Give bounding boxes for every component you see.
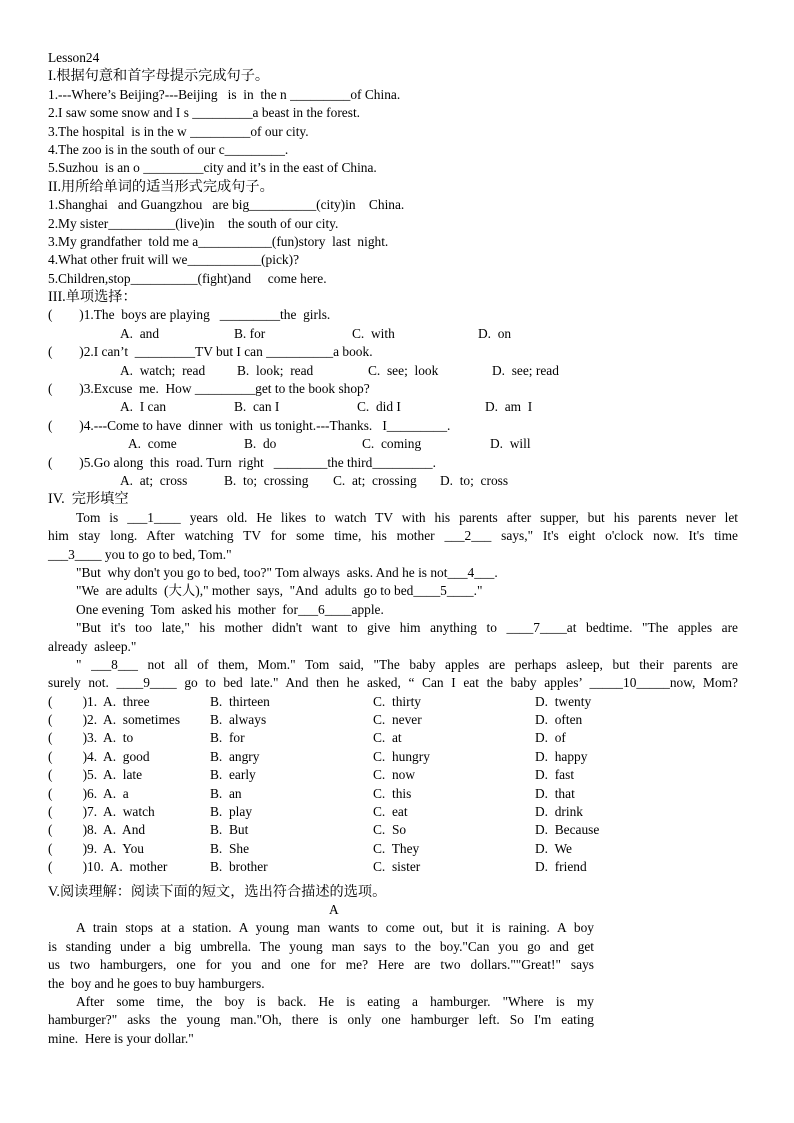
mc-option-c: C. with <box>352 325 395 341</box>
cloze-option-a: ( )4. A. good <box>48 748 150 764</box>
reading-line: is standing under a big umbrella. The young man says to the boy."Can you go and get <box>48 938 594 954</box>
cloze-option-d: D. happy <box>535 748 588 764</box>
cloze-option-a: ( )5. A. late <box>48 767 143 783</box>
cloze-options-row <box>48 729 738 747</box>
cloze-options-row <box>48 693 738 711</box>
cloze-options-row <box>48 711 738 729</box>
section-1-item: 3.The hospital is in the w _________of our city. <box>48 123 309 139</box>
reading-line: hamburger?" asks the young man."Oh, there is only one hamburger left. So I'm eating <box>48 1012 594 1028</box>
mc-option-d: D. to; cross <box>440 472 509 488</box>
cloze-passage-line: " ___8___ not all of them, Mom." Tom said, "The baby apples are perhaps asleep, but their parents are <box>76 656 738 672</box>
section-4-heading: IV. 完形填空 <box>48 491 129 508</box>
mc-option-c: C. coming <box>362 436 422 452</box>
passage-label: A <box>329 901 339 917</box>
section-2-item: 3.My grandfather told me a___________(fun)story last night. <box>48 233 389 249</box>
cloze-options-row <box>48 821 738 839</box>
reading-line: the boy and he goes to buy hamburgers. <box>48 975 265 991</box>
section-1-item: 5.Suzhou is an o _________city and it’s in the east of China. <box>48 160 377 176</box>
section-2-item: 5.Children,stop__________(fight)and come here. <box>48 270 327 286</box>
cloze-option-a: ( )1. A. three <box>48 693 150 709</box>
cloze-option-a: ( )9. A. You <box>48 840 144 856</box>
section-1-item: 1.---Where’s Beijing?---Beijing is in the n _________of China. <box>48 86 401 102</box>
cloze-option-c: C. sister <box>373 859 421 875</box>
section-1-item: 2.I saw some snow and I s _________a beast in the forest. <box>48 105 361 121</box>
cloze-option-c: C. hungry <box>373 748 430 764</box>
mc-option-c: C. at; crossing <box>333 472 417 488</box>
mc-option-a: A. watch; read <box>120 362 206 378</box>
mc-question: ( )4.---Come to have dinner with us tonight.---Thanks. I_________. <box>48 417 451 433</box>
cloze-passage-line: already asleep." <box>48 638 137 654</box>
cloze-option-d: D. friend <box>535 859 587 875</box>
mc-option-d: D. am I <box>485 399 533 415</box>
section-2-item: 2.My sister__________(live)in the south of our city. <box>48 215 339 231</box>
mc-options-row <box>48 325 738 343</box>
reading-passage <box>48 919 594 1048</box>
mc-option-c: C. did I <box>357 399 401 415</box>
cloze-passage-line: him stay long. After watching TV for some time, his mother ___2___ says," It's eight o'clock now. It's time <box>48 528 738 544</box>
cloze-option-c: C. now <box>373 767 416 783</box>
cloze-option-b: B. angry <box>210 748 260 764</box>
mc-option-b: B. can I <box>234 399 280 415</box>
cloze-option-d: D. that <box>535 785 575 801</box>
cloze-option-d: D. of <box>535 730 566 746</box>
mc-options-row <box>48 472 738 490</box>
worksheet-page <box>48 49 738 1048</box>
cloze-passage-line: ___3____ you to go to bed, Tom." <box>48 546 232 562</box>
mc-question: ( )5.Go along this road. Turn right ________the third_________. <box>48 454 436 470</box>
cloze-passage-line: "But it's too late," his mother didn't want to give him anything to ____7____at bedtime. "The apples are <box>76 620 738 636</box>
cloze-option-d: D. twenty <box>535 693 592 709</box>
lesson-title: Lesson24 <box>48 50 100 65</box>
cloze-options-list <box>48 693 738 877</box>
cloze-options-row <box>48 766 738 784</box>
mc-options-row <box>48 435 738 453</box>
mc-option-a: A. at; cross <box>120 472 188 488</box>
section-2-item: 1.Shanghai and Guangzhou are big__________(city)in China. <box>48 197 405 213</box>
reading-line: After some time, the boy is back. He is eating a hamburger. "Where is my <box>76 993 594 1009</box>
mc-option-c: C. see; look <box>368 362 439 378</box>
cloze-option-c: C. thirty <box>373 693 421 709</box>
cloze-option-b: B. But <box>210 822 249 838</box>
cloze-option-b: B. She <box>210 840 250 856</box>
section-3-heading: III.单项选择： <box>48 289 137 306</box>
mc-option-b: B. for <box>234 325 266 341</box>
cloze-options-row <box>48 803 738 821</box>
cloze-option-a: ( )8. A. And <box>48 822 146 838</box>
cloze-option-b: B. play <box>210 804 253 820</box>
mc-option-b: B. look; read <box>237 362 314 378</box>
cloze-option-c: C. at <box>373 730 402 746</box>
mc-question: ( )3.Excuse me. How _________get to the book shop? <box>48 381 370 397</box>
cloze-option-c: C. never <box>373 712 422 728</box>
mc-option-b: B. to; crossing <box>224 472 309 488</box>
mc-option-a: A. and <box>120 325 160 341</box>
cloze-option-a: ( )10. A. mother <box>48 859 168 875</box>
mc-option-d: D. see; read <box>492 362 559 378</box>
cloze-options-row <box>48 785 738 803</box>
section-1-heading: I.根据句意和首字母提示完成句子。 <box>48 68 270 85</box>
cloze-option-b: B. for <box>210 730 245 746</box>
mc-option-d: D. on <box>478 325 512 341</box>
cloze-passage-line: surely not. ____9____ go to bed late." And then he asked, “ Can I eat the baby apples’ _____10_____now, Mom? <box>48 675 738 691</box>
mc-options-row <box>48 398 738 416</box>
cloze-option-a: ( )6. A. a <box>48 785 129 801</box>
cloze-option-b: B. thirteen <box>210 693 270 709</box>
cloze-passage-line: "But why don't you go to bed, too?" Tom always asks. And he is not___4___. <box>76 564 498 580</box>
reading-line: us two hamburgers, one for you and one for me? Here are two dollars.""Great!" says <box>48 957 594 973</box>
cloze-option-c: C. eat <box>373 804 408 820</box>
cloze-option-d: D. drink <box>535 804 583 820</box>
cloze-option-c: C. So <box>373 822 407 838</box>
mc-option-d: D. will <box>490 436 531 452</box>
cloze-options-row <box>48 748 738 766</box>
cloze-option-b: B. early <box>210 767 256 783</box>
cloze-option-a: ( )3. A. to <box>48 730 134 746</box>
cloze-option-c: C. They <box>373 840 420 856</box>
cloze-options-row <box>48 858 738 876</box>
reading-line: A train stops at a station. A young man wants to come out, but it is raining. A boy <box>76 920 594 936</box>
mc-question: ( )2.I can’t _________TV but I can __________a book. <box>48 344 373 360</box>
cloze-option-d: D. often <box>535 712 583 728</box>
cloze-option-d: D. fast <box>535 767 575 783</box>
cloze-passage-line: One evening Tom asked his mother for___6____apple. <box>76 601 384 617</box>
reading-line: mine. Here is your dollar." <box>48 1030 194 1046</box>
cloze-option-b: B. brother <box>210 859 268 875</box>
cloze-passage-line: Tom is ___1____ years old. He likes to watch TV with his parents after supper, but his parents never let <box>76 509 738 525</box>
mc-option-b: B. do <box>244 436 277 452</box>
section-2-item: 4.What other fruit will we___________(pick)? <box>48 252 300 268</box>
cloze-option-d: D. Because <box>535 822 600 838</box>
cloze-option-b: B. always <box>210 712 267 728</box>
cloze-option-a: ( )2. A. sometimes <box>48 712 181 728</box>
cloze-option-c: C. this <box>373 785 412 801</box>
section-5-heading: V.阅读理解：阅读下面的短文，选出符合描述的选项。 <box>48 883 387 900</box>
mc-option-a: A. come <box>128 436 177 452</box>
mc-options-row <box>48 362 738 380</box>
section-2-heading: II.用所给单词的适当形式完成句子。 <box>48 178 274 195</box>
cloze-passage-line: "We are adults (大人)," mother says, "And adults go to bed____5____." <box>76 583 483 599</box>
cloze-option-b: B. an <box>210 785 242 801</box>
cloze-options-row <box>48 840 738 858</box>
cloze-option-d: D. We <box>535 840 572 856</box>
mc-question: ( )1.The boys are playing _________the girls. <box>48 307 331 323</box>
mc-option-a: A. I can <box>120 399 167 415</box>
section-1-item: 4.The zoo is in the south of our c_________. <box>48 141 289 157</box>
cloze-option-a: ( )7. A. watch <box>48 804 155 820</box>
